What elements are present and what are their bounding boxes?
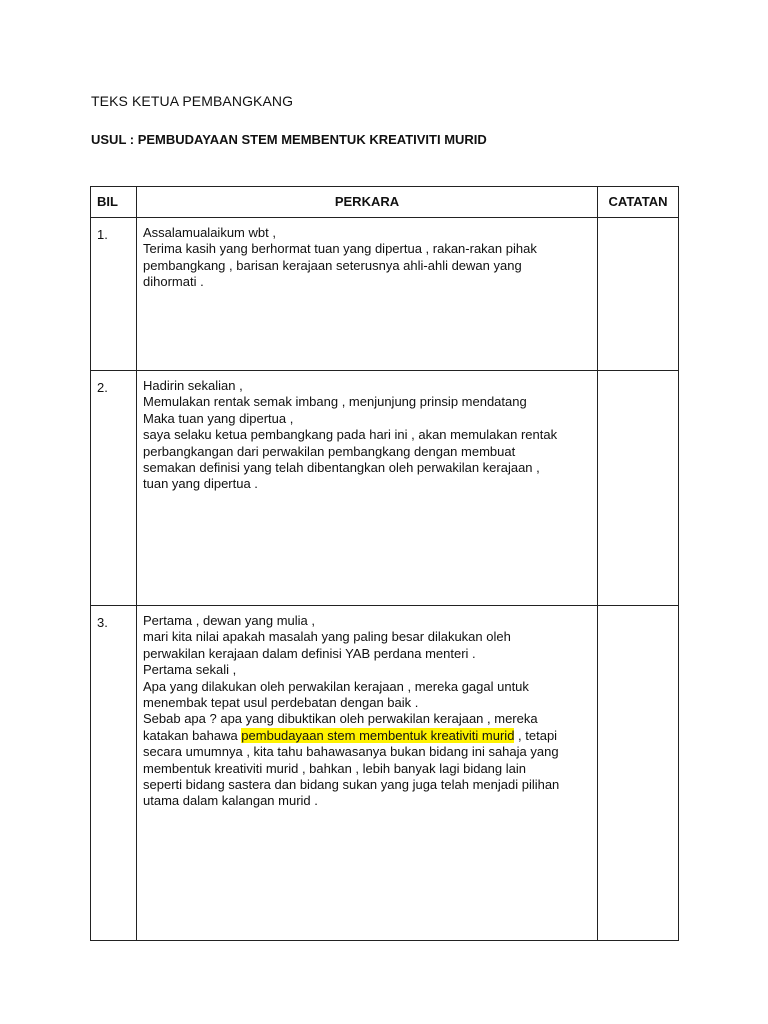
- row-content: [137, 371, 598, 606]
- content-line: Maka tuan yang dipertua ,: [143, 410, 294, 426]
- content-line: Pertama , dewan yang mulia ,: [143, 613, 315, 628]
- content-line: Memulakan rentak semak imbang , menjunjung prinsip mendatang: [143, 394, 527, 410]
- document-title: TEKS KETUA PEMBANGKANG: [91, 93, 294, 109]
- content-line: seperti bidang sastera dan bidang sukan yang juga telah menjadi pilihan: [143, 777, 560, 793]
- content-line: Apa yang dilakukan oleh perwakilan kerajaan , mereka gagal untuk: [143, 678, 529, 694]
- motion-heading: USUL : PEMBUDAYAAN STEM MEMBENTUK KREATIVITI MURID: [91, 132, 487, 147]
- table-row: [91, 371, 679, 606]
- row-note: [598, 606, 679, 941]
- header-bil: BIL: [91, 187, 137, 218]
- header-perkara: PERKARA: [137, 187, 598, 218]
- content-line: menembak tepat usul perdebatan dengan baik .: [143, 695, 419, 711]
- content-line: Sebab apa ? apa yang dibuktikan oleh perwakilan kerajaan , mereka: [143, 711, 538, 727]
- table-row: [91, 218, 679, 371]
- content-line: secara umumnya , kita tahu bahawasanya bukan bidang ini sahaja yang: [143, 744, 559, 760]
- table-row: [91, 606, 679, 941]
- content-line: perbangkangan dari perwakilan pembangkang dengan membuat: [143, 443, 516, 459]
- content-line: tuan yang dipertua .: [143, 476, 258, 492]
- content-line: Pertama sekali ,: [143, 662, 237, 678]
- row-content: [137, 606, 598, 941]
- content-line: saya selaku ketua pembangkang pada hari ini , akan memulakan rentak: [143, 427, 558, 443]
- content-line: utama dalam kalangan murid .: [143, 793, 318, 809]
- content-line: Assalamualaikum wbt ,: [143, 225, 276, 240]
- speech-table: [90, 186, 679, 941]
- content-line: perwakilan kerajaan dalam definisi YAB perdana menteri .: [143, 645, 476, 661]
- content-line: Terima kasih yang berhormat tuan yang dipertua , rakan-rakan pihak: [143, 241, 537, 257]
- table-header-row: [91, 187, 679, 218]
- content-line: pembangkang , barisan kerajaan seterusnya ahli-ahli dewan yang: [143, 257, 522, 273]
- line-text-after: , tetapi: [514, 727, 558, 743]
- content-line: membentuk kreativiti murid , bahkan , lebih banyak lagi bidang lain: [143, 760, 526, 776]
- row-number: 1.: [91, 218, 137, 371]
- row-number: 3.: [91, 606, 137, 941]
- row-number: 2.: [91, 371, 137, 606]
- highlighted-motion-text: pembudayaan stem membentuk kreativiti murid: [241, 727, 515, 743]
- content-line-with-highlight: [143, 728, 591, 744]
- row-note: [598, 371, 679, 606]
- row-content: [137, 218, 598, 371]
- content-line: dihormati .: [143, 274, 204, 290]
- header-catatan: CATATAN: [598, 187, 679, 218]
- content-line: mari kita nilai apakah masalah yang paling besar dilakukan oleh: [143, 629, 511, 645]
- row-note: [598, 218, 679, 371]
- content-line: semakan definisi yang telah dibentangkan oleh perwakilan kerajaan ,: [143, 460, 540, 476]
- content-line: Hadirin sekalian ,: [143, 378, 243, 393]
- line-text-before: katakan bahawa: [143, 727, 242, 743]
